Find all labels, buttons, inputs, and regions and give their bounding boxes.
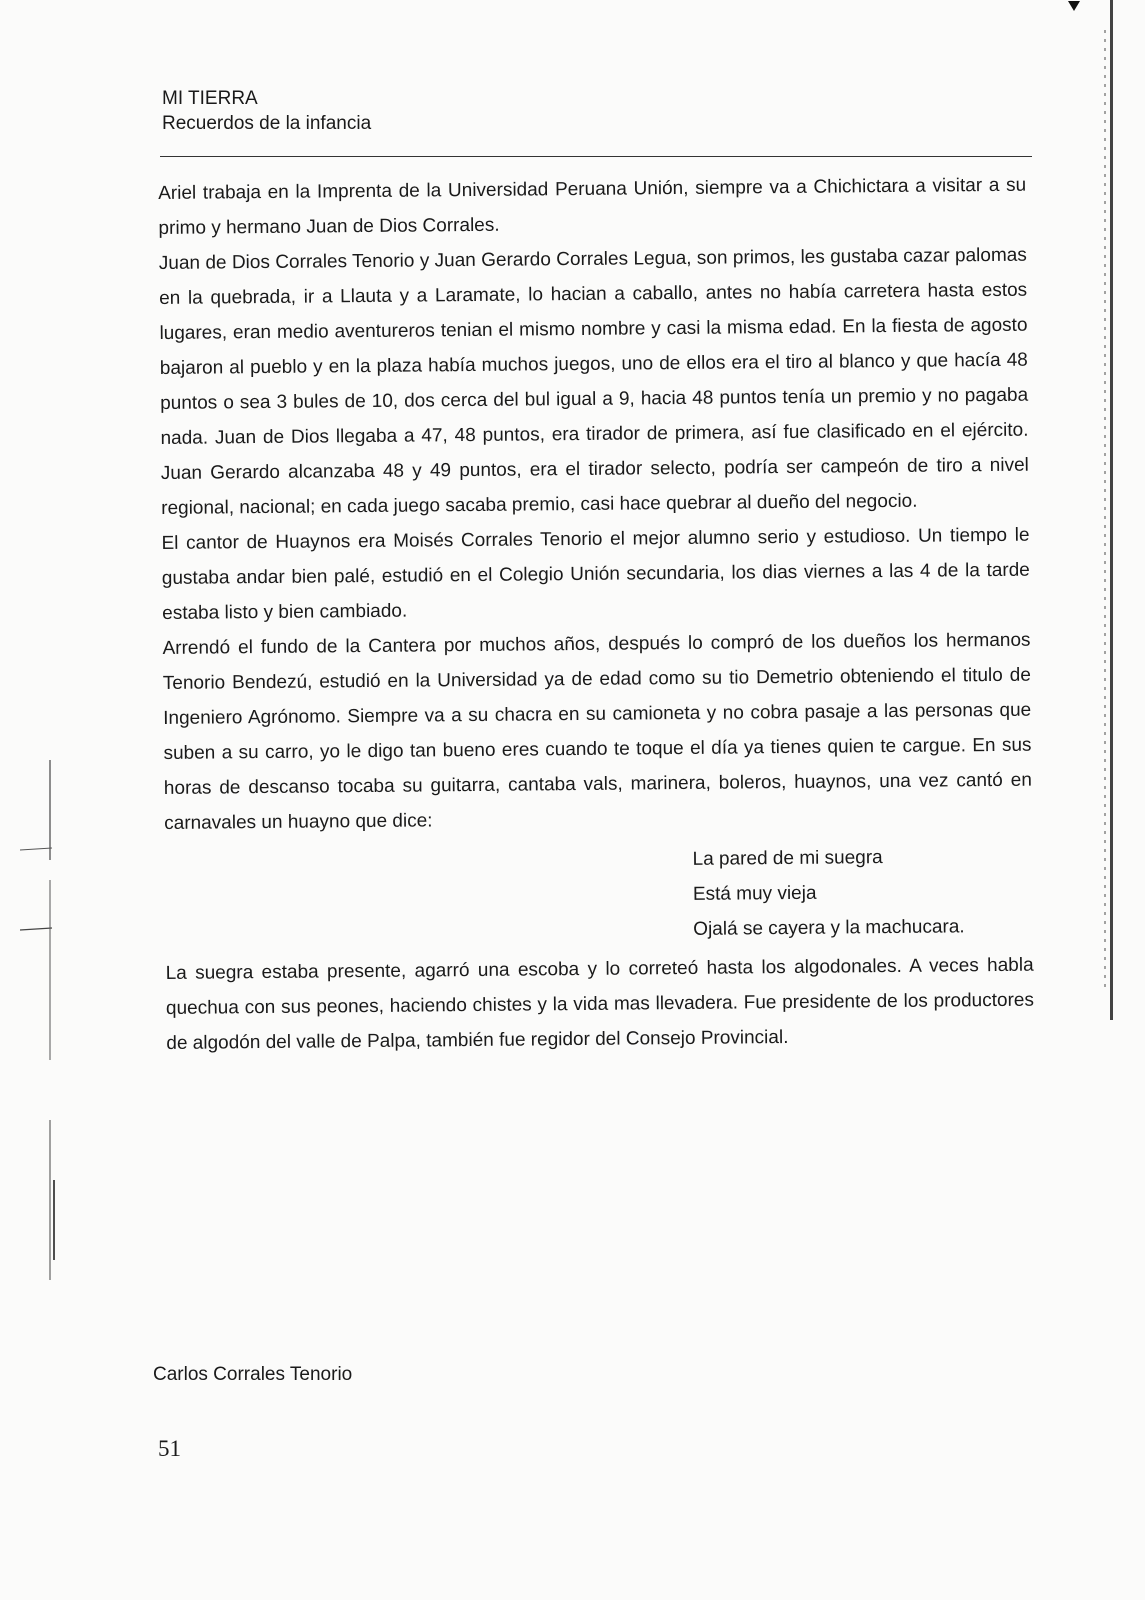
running-header [162, 86, 371, 136]
verse-line: Ojalá se cayera y la machucara. [693, 916, 965, 940]
scan-corner-mark [1058, 0, 1082, 12]
author-name: Carlos Corrales Tenorio [153, 1364, 353, 1385]
paragraph: Juan de Dios Corrales Tenorio y Juan Gerardo Corrales Legua, son primos, les gustaba cazar palomas en la quebrada, ir a Llauta y a Laramate, lo hacian a caballo, antes no había carretera hasta estos lugares, eran medio aventureros tenian el mismo nombre y casi la misma edad. En la fiesta de agosto bajaron al pueblo y en la plaza había muchos juegos, uno de ellos era el tiro al blanco y que hacía 48 puntos o sea 3 bules de 10, dos cerca del bul igual a 9, hacia 48 puntos tenía un premio y no pagaba nada. Juan de Dios llegaba a 47, 48 puntos, era tirador de primera, así fue clasificado en el ejército. Juan Gerardo alcanzaba 48 y 49 puntos, era el tirador selecto, podría ser campeón de tiro a nivel regional, nacional; en cada juego sacaba premio, casi hace quebrar al dueño del negocio. [158, 244, 1029, 519]
paragraph: La suegra estaba presente, agarró una escoba y lo correteó hasta los algodonales. A veces habla quechua con sus peones, haciendo chistes y la vida mas llevadera. Fue presidente de los productores de algodón del valle de Palpa, también fue regidor del Consejo Provincial. [165, 954, 1035, 1054]
book-title: MI TIERRA [162, 88, 258, 109]
body-text [158, 168, 1034, 1061]
paragraph: Ariel trabaja en la Imprenta de la Universidad Peruana Unión, siempre va a Chichictara a visitar a su primo y hermano Juan de Dios Corrales. [158, 174, 1027, 239]
paragraph: Arrendó el fundo de la Cantera por muchos años, después lo compró de los dueños los hermanos Tenorio Bendezú, estudió en la Universidad ya de edad como su tio Demetrio obteniendo el titulo de Ingeniero Agrónomo. Siempre va a su chacra en su camioneta y no cobra pasaje a las personas que suben a su carro, yo le digo tan bueno eres cuando te toque el día ya tienes quien te cargue. En sus horas de descanso tocaba su guitarra, cantaba vals, marinera, boleros, huaynos, una vez cantó en carnavales un huayno que dice: [162, 629, 1032, 834]
scan-edge-line [1110, 0, 1113, 1020]
book-subtitle: Recuerdos de la infancia [162, 113, 372, 134]
verse-line: La pared de mi suegra [692, 847, 883, 870]
scan-edge-dots [1104, 30, 1106, 990]
header-divider [160, 156, 1032, 157]
verse-line: Está muy vieja [692, 882, 817, 905]
song-verse [692, 839, 1033, 947]
page-number: 51 [158, 1436, 181, 1461]
binding-marks [20, 760, 60, 1280]
paragraph: El cantor de Huaynos era Moisés Corrales Tenorio el mejor alumno serio y estudioso. Un tiempo le gustaba andar bien palé, estudió en el Colegio Unión secundaria, los dias viernes a las 4 de la tarde estaba listo y bien cambiado. [161, 524, 1030, 624]
